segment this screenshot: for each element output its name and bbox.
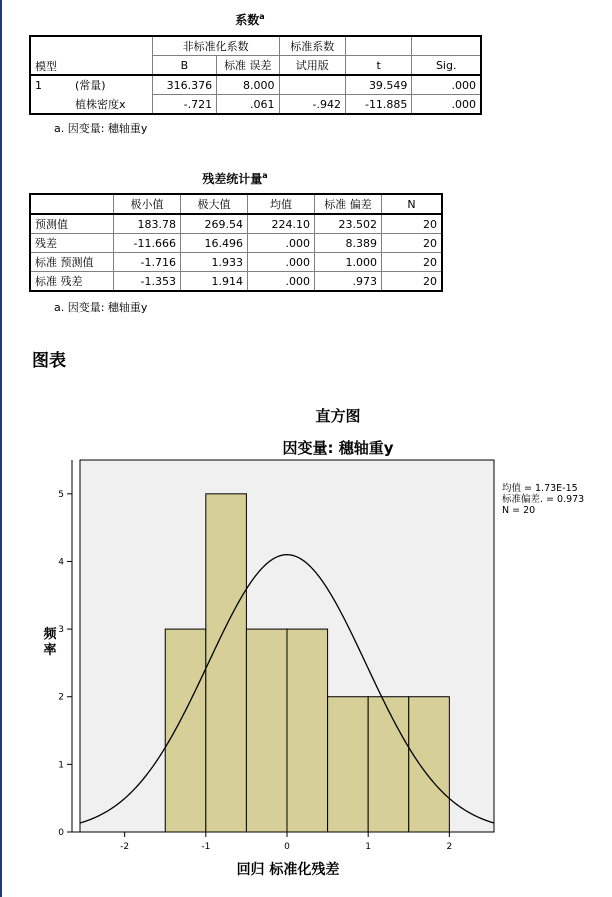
residuals-table (29, 193, 443, 292)
t-header: t (345, 56, 411, 76)
histogram-bar (328, 697, 369, 832)
mean-cell: .000 (248, 272, 315, 292)
sd-cell: 23.502 (315, 214, 382, 234)
min-cell: 183.78 (114, 214, 181, 234)
resid-footnote: a. 因变量: 穗轴重y (54, 301, 148, 314)
n-cell: 20 (382, 272, 443, 292)
b-header: B (152, 56, 216, 76)
n-cell: 20 (382, 234, 443, 253)
min-cell: -1.716 (114, 253, 181, 272)
table-row (30, 214, 442, 234)
y-tick-label: 5 (58, 489, 64, 500)
histogram-bar (409, 697, 450, 832)
histogram-bar (287, 629, 328, 832)
sig-cell: .000 (412, 95, 481, 115)
table-row (30, 253, 442, 272)
sig-header-top (412, 36, 481, 56)
se-cell: 8.000 (217, 75, 279, 95)
mean-cell: .000 (248, 253, 315, 272)
beta-cell: -.942 (279, 95, 345, 115)
coef-footnote: a. 因变量: 穗轴重y (54, 122, 148, 135)
row-label: 标准 预测值 (30, 253, 114, 272)
x-tick-label: 2 (446, 842, 453, 852)
y-tick-label: 1 (58, 760, 64, 771)
chart-subtitle: 因变量: 穗轴重y (282, 439, 394, 457)
beta-header: 试用版 (279, 56, 345, 76)
min-cell: -11.666 (114, 234, 181, 253)
max-cell: 1.933 (181, 253, 248, 272)
y-ticks (58, 490, 72, 838)
min-header: 极小值 (114, 194, 181, 214)
x-tick-label: 1 (365, 842, 372, 852)
histogram-bar (165, 629, 206, 832)
n-cell: 20 (382, 253, 443, 272)
max-cell: 1.914 (181, 272, 248, 292)
x-ticks (120, 832, 452, 852)
y-axis-label: 频率 (43, 627, 57, 658)
chart-title: 直方图 (315, 407, 361, 425)
sig-header: Sig. (412, 56, 481, 76)
sd-cell: .973 (315, 272, 382, 292)
resid-corner (30, 194, 114, 214)
sd-header: 标准 偏差 (315, 194, 382, 214)
x-axis-label: 回归 标准化残差 (236, 862, 340, 878)
b-cell: -.721 (152, 95, 216, 115)
histogram-bar (368, 697, 409, 832)
table-row (30, 75, 481, 95)
mean-header: 均值 (248, 194, 315, 214)
n-header: N (382, 194, 443, 214)
stat-mean: 均值 = 1.73E-15 (502, 483, 578, 494)
histogram-bar (246, 629, 287, 832)
resid-table-title: 残差统计量$^a$ (202, 171, 268, 186)
t-cell: 39.549 (345, 75, 411, 95)
coef-corner (30, 36, 152, 56)
coefficients-table (29, 35, 482, 115)
y-tick-label: 2 (58, 692, 64, 703)
max-cell: 269.54 (181, 214, 248, 234)
histogram-chart (0, 397, 612, 897)
b-cell: 316.376 (152, 75, 216, 95)
t-cell: -11.885 (345, 95, 411, 115)
max-header: 极大值 (181, 194, 248, 214)
se-cell: .061 (217, 95, 279, 115)
t-header-top (345, 36, 411, 56)
y-tick-label: 4 (58, 557, 64, 568)
mean-cell: .000 (248, 234, 315, 253)
y-tick-label: 0 (58, 828, 64, 838)
mean-cell: 224.10 (248, 214, 315, 234)
sig-cell: .000 (412, 75, 481, 95)
std-coef-header: 标准系数 (279, 36, 345, 56)
row-label: 预测值 (30, 214, 114, 234)
x-tick-label: -2 (120, 842, 130, 852)
se-header: 标准 误差 (217, 56, 279, 76)
model-cell: 植株密度x (30, 95, 152, 115)
x-tick-label: 0 (284, 842, 290, 852)
beta-cell (279, 75, 345, 95)
model-cell: 1 (常量) (30, 75, 152, 95)
n-cell: 20 (382, 214, 443, 234)
coef-table-title: 系数$^a$ (235, 12, 265, 27)
row-label: 残差 (30, 234, 114, 253)
stat-n: N = 20 (502, 505, 536, 516)
sd-cell: 8.389 (315, 234, 382, 253)
table-row (30, 95, 481, 115)
section-title: 图表 (32, 351, 66, 371)
sd-cell: 1.000 (315, 253, 382, 272)
model-header: 模型 (30, 56, 152, 76)
x-tick-label: -1 (201, 842, 211, 852)
table-row (30, 272, 442, 292)
histogram-bar (206, 494, 247, 832)
stat-sd: 标准偏差. = 0.973 (502, 494, 585, 505)
max-cell: 16.496 (181, 234, 248, 253)
unstd-coef-header: 非标准化系数 (152, 36, 279, 56)
table-row (30, 234, 442, 253)
min-cell: -1.353 (114, 272, 181, 292)
y-tick-label: 3 (58, 625, 64, 636)
row-label: 标准 残差 (30, 272, 114, 292)
